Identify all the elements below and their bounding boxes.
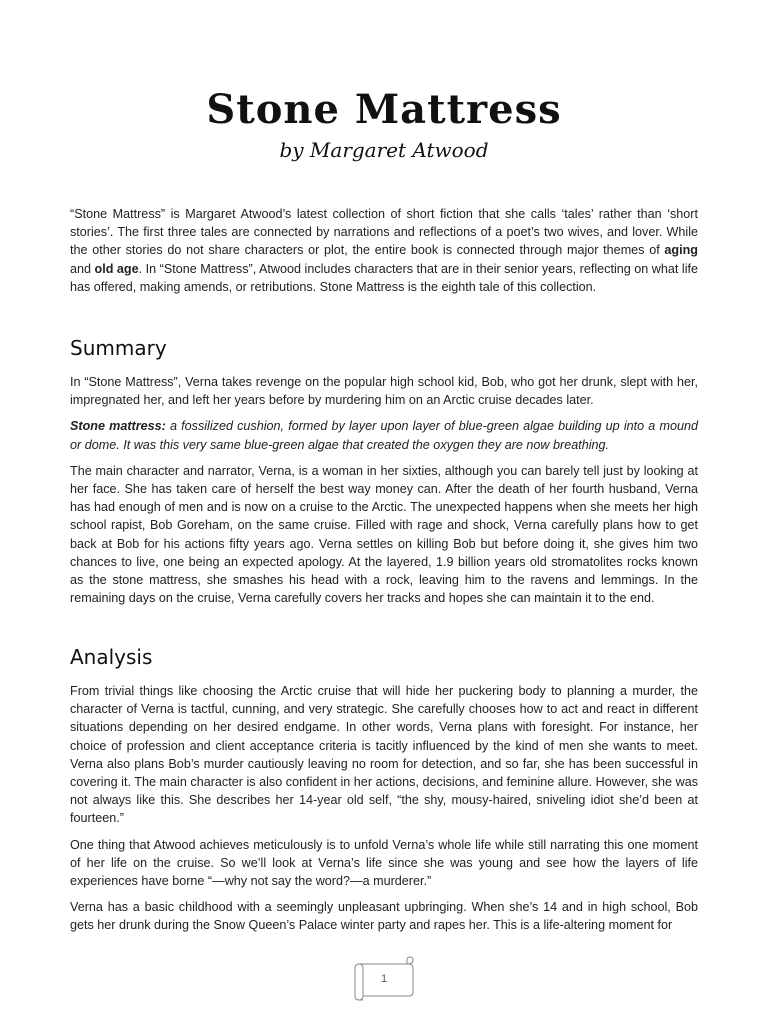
- analysis-paragraph-1: From trivial things like choosing the Arctic cruise that will hide her puckering body to planning a murder, the character of Verna is tactful, cunning, and very strategic. She carefully chooses how to act and react in different situations depending on her desired endgame. In other words, Verna plans with foresight. For instance, her choice of profession and client acceptance criteria is tacitly influenced by the kind of men she wants to meet. Verna also plans Bob’s murder cautiously leaving no room for detection, and so far, she has been successful in covering it. The main character is also confident in her actions, decisions, and feminine allure. However, she was not always like this. She describes her 14-year old self, “the shy, mousy-haired, sniveling idiot she’d been at fourteen.”: [70, 684, 698, 826]
- definition-paragraph: [70, 417, 698, 453]
- page-footer: [349, 956, 419, 1002]
- intro-text-mid: and: [70, 261, 95, 276]
- intro-section: [70, 205, 698, 304]
- author-byline: by Margaret Atwood: [279, 138, 489, 162]
- analysis-paragraph-3: Verna has a basic childhood with a seemingly unpleasant upbringing. When she’s 14 and in high school, Bob gets her drunk during the Snow Queen’s Palace winter party and rapes her. This is a life-altering moment for: [70, 900, 698, 933]
- definition-text: a fossilized cushion, formed by layer upon layer of blue-green algae building up into a mound or dome. It was this very same blue-green algae that created the oxygen they are now breathing.: [70, 419, 698, 452]
- document-title: Stone Mattress: [206, 86, 562, 133]
- intro-bold-aging: aging: [664, 243, 698, 258]
- intro-text-start: “Stone Mattress” is Margaret Atwood’s latest collection of short fiction that she calls ‘tales’ rather than ‘short stories’. The first three tales are connected by narrations and reflections of a poet’s two wives, and lover. While the other stories do not share characters or plot, the entire book is connected through major themes of: [70, 207, 698, 258]
- summary-heading: Summary: [70, 336, 167, 360]
- analysis-section: [70, 682, 698, 943]
- summary-paragraph-1: In “Stone Mattress”, Verna takes revenge on the popular high school kid, Bob, who got her drunk, slept with her, impregnated her, and left her years before by murdering him on an Arctic cruise decades later.: [70, 375, 698, 408]
- summary-section: [70, 373, 698, 615]
- intro-bold-old-age: old age: [94, 261, 139, 276]
- page-number: 1: [380, 973, 388, 985]
- summary-paragraph-2: The main character and narrator, Verna, is a woman in her sixties, although you can barely tell just by looking at her face. She has taken care of herself the best way money can. After the death of her fourth husband, Verna has had enough of men and is now on a cruise to the Arctic. The unexpected happens when she meets her high school rapist, Bob Goreham, on the same cruise. Filled with rage and shock, Verna carefully plans how to get back at Bob for his actions fifty years ago. Verna settles on killing Bob but before doing it, she gives him two chances to live, one being an expected apology. At the layered, 1.9 billion years old stromatolites rocks known as the stone mattress, she smashes his head with a rock, leaving him to the ravens and lemmings. In the remaining days on the cruise, Verna carefully covers her tracks and hopes she can maintain it to the end.: [70, 463, 698, 606]
- intro-text-end: . In “Stone Mattress”, Atwood includes characters that are in their senior years, reflecting on what life has offered, making amends, or retributions. Stone Mattress is the eighth tale of this collection.: [70, 261, 698, 294]
- intro-paragraph: [70, 205, 698, 296]
- definition-term: Stone mattress:: [70, 419, 166, 434]
- analysis-heading: Analysis: [70, 645, 153, 669]
- analysis-paragraph-2: One thing that Atwood achieves meticulously is to unfold Verna’s whole life while still narrating this one moment of her life on the cruise. So we’ll look at Verna’s life since she was young and see how the layers of life experiences have borne “—why not say the word?—a murderer.”: [70, 837, 698, 889]
